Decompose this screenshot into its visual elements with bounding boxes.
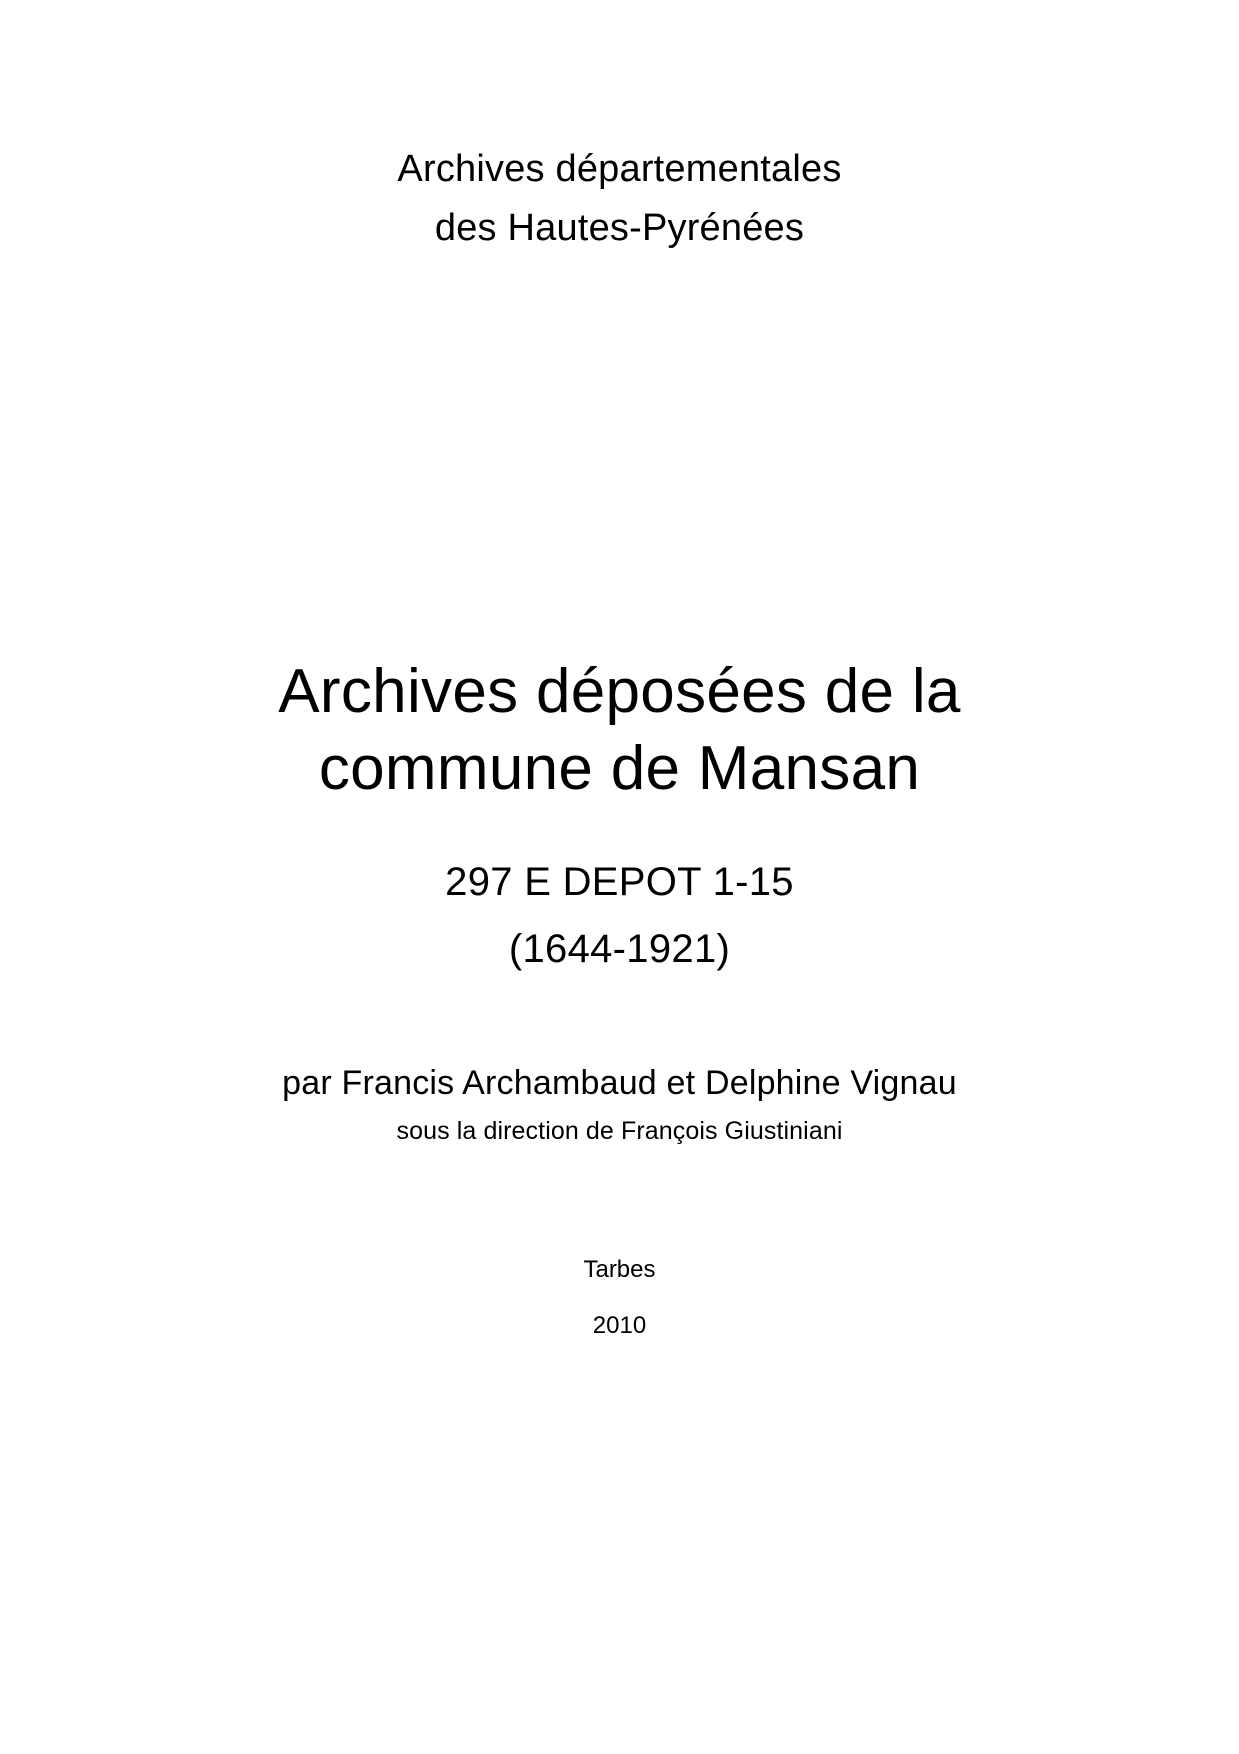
institution-line-2: des Hautes-Pyrénées	[434, 206, 805, 249]
publication-place: Tarbes	[583, 1255, 656, 1283]
institution-header	[397, 140, 841, 258]
publication-year: 2010	[592, 1311, 647, 1339]
authors-line: par Francis Archambaud et Delphine Vignau	[282, 1063, 957, 1102]
direction-line: sous la direction de François Giustiniani	[396, 1116, 843, 1145]
page-title: Archives déposées de la commune de Mansan	[278, 656, 961, 804]
date-range: (1644-1921)	[508, 926, 731, 971]
institution-line-1: Archives départementales	[397, 148, 842, 190]
archive-reference: 297 E DEPOT 1-15	[445, 859, 794, 904]
